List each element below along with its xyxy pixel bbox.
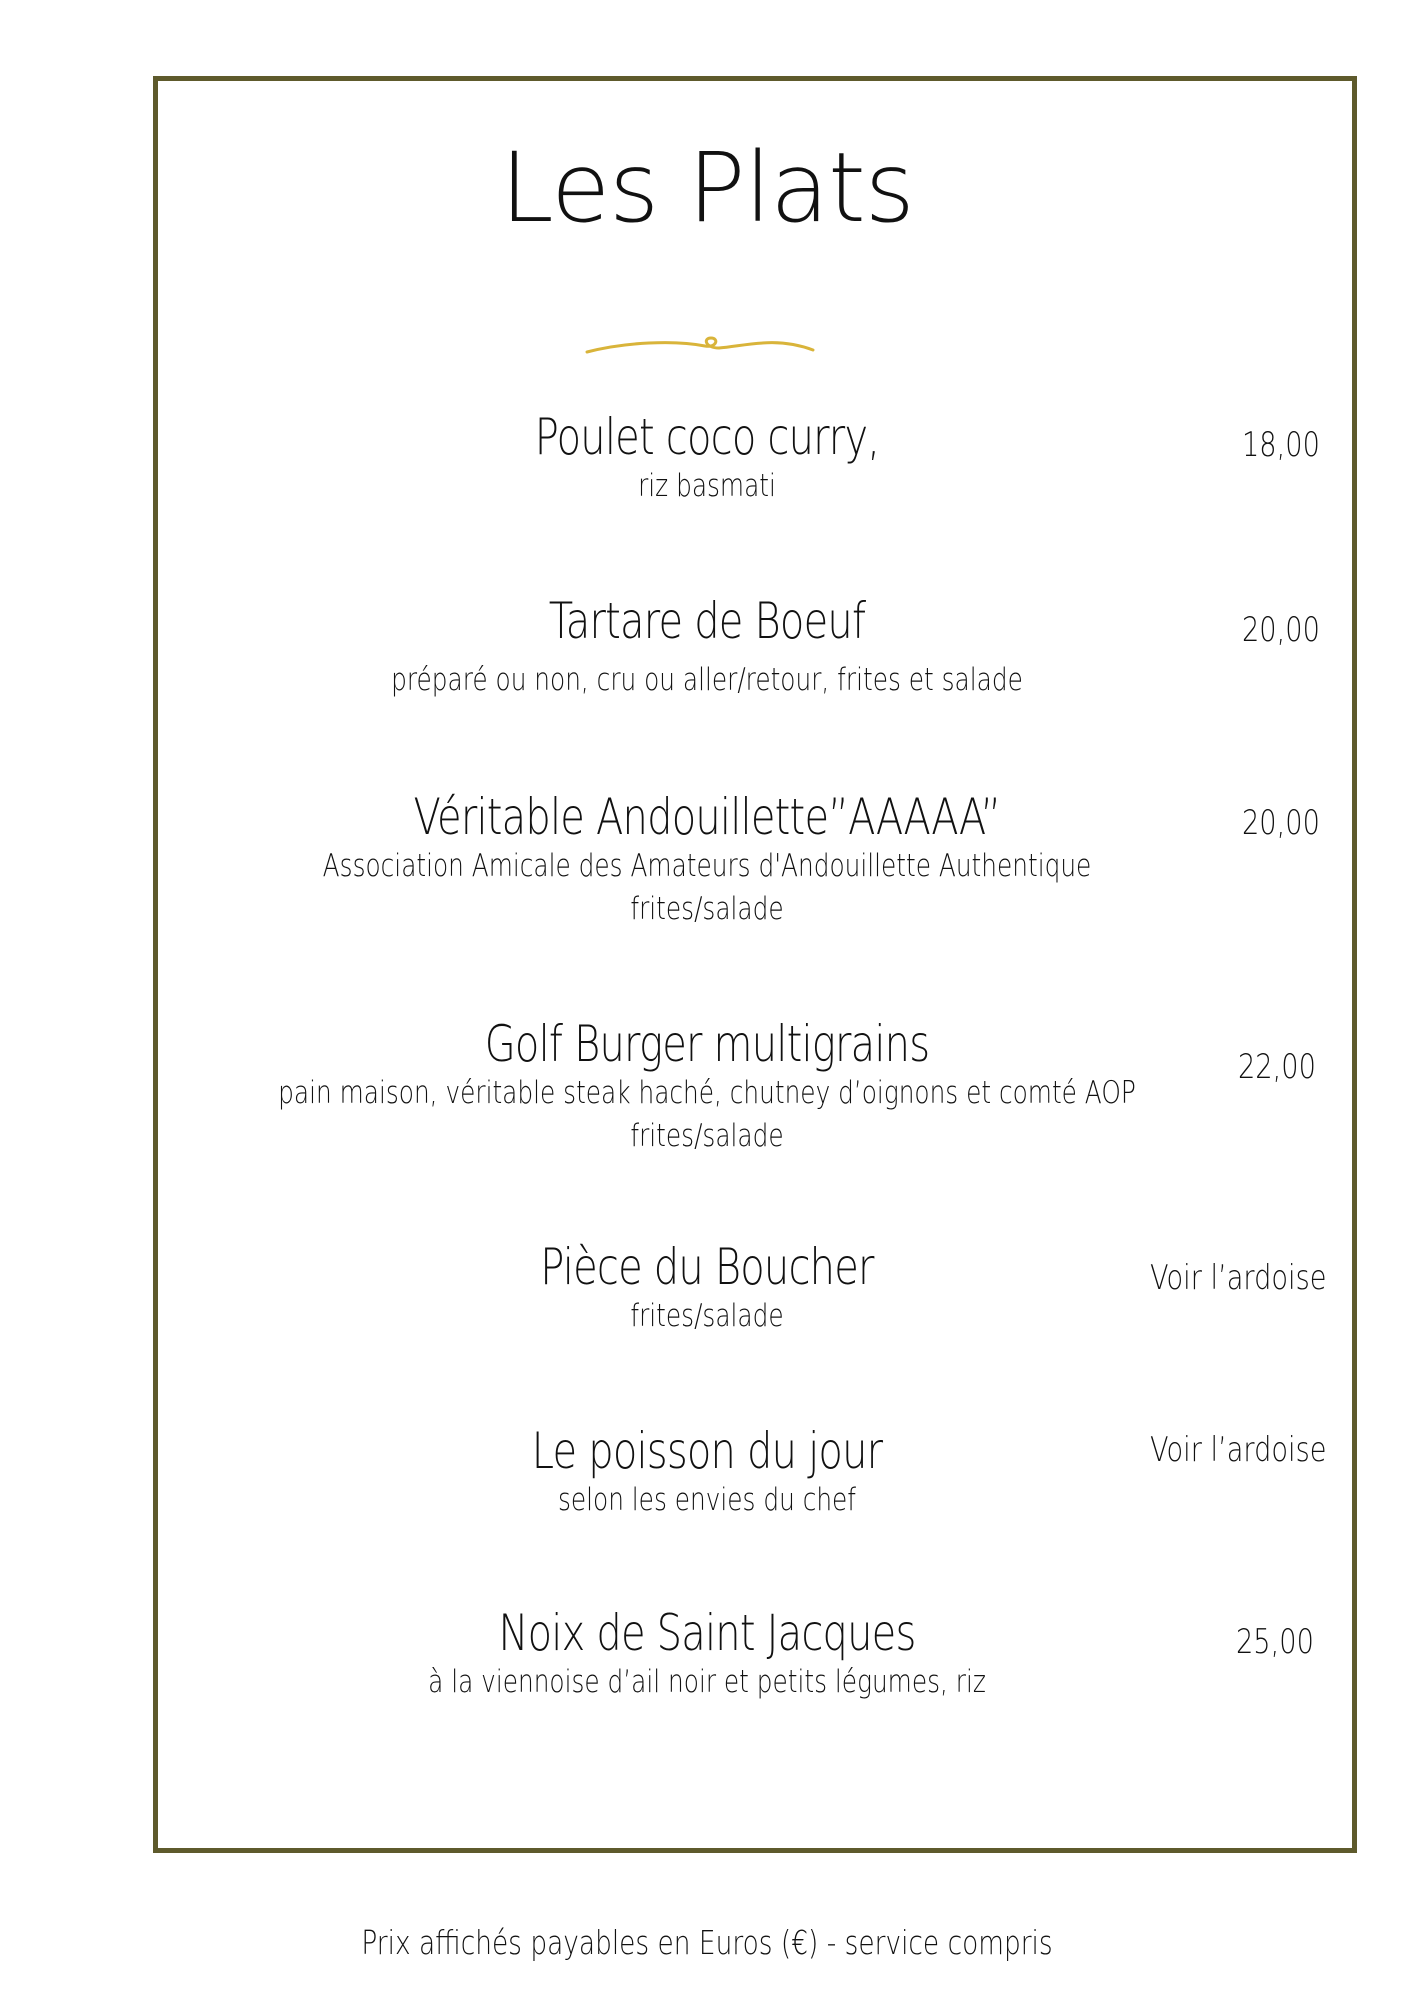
dish-description: préparé ou non, cru ou aller/retour, frites et salade: [391, 662, 1023, 698]
page-title: Les Plats: [500, 132, 914, 244]
dish-price: 25,00: [1236, 1622, 1314, 1662]
dish-price: 18,00: [1242, 425, 1320, 465]
dish-price: 20,00: [1242, 803, 1320, 843]
dish-description: frites/salade: [630, 1298, 784, 1334]
dish-name: Véritable Andouillette”AAAAA”: [413, 788, 1001, 846]
dish-price: Voir l’ardoise: [1150, 1258, 1327, 1298]
menu-item: [0, 1606, 1414, 1704]
dish-price: 20,00: [1242, 610, 1320, 650]
dish-description: frites/salade: [630, 1117, 784, 1154]
menu-item: [0, 790, 1414, 931]
dish-description: pain maison, véritable steak haché, chutney d’oignons et comté AOP: [278, 1075, 1136, 1111]
price-footnote: Prix affichés payables en Euros (€) - service compris: [361, 1923, 1053, 1962]
dish-description: à la viennoise d’ail noir et petits légumes, riz: [428, 1664, 986, 1700]
dish-description: Association Amicale des Amateurs d'Andouillette Authentique: [322, 848, 1092, 884]
dish-name: Pièce du Boucher: [540, 1238, 874, 1296]
dish-description: selon les envies du chef: [557, 1482, 857, 1518]
dish-description: frites/salade: [630, 890, 784, 927]
menu-item: [0, 410, 1414, 508]
dish-name: Poulet coco curry,: [534, 408, 880, 466]
dish-name: Noix de Saint Jacques: [498, 1604, 916, 1662]
menu-item: [0, 594, 1414, 702]
dish-name: Tartare de Boeuf: [548, 592, 866, 650]
dish-price: Voir l’ardoise: [1150, 1430, 1327, 1470]
decorative-swash-icon: [585, 328, 815, 358]
menu-item: [0, 1017, 1414, 1158]
dish-price: 22,00: [1238, 1047, 1316, 1087]
dish-name: Le poisson du jour: [531, 1422, 883, 1480]
dish-description: riz basmati: [638, 468, 776, 504]
dish-name: Golf Burger multigrains: [484, 1015, 930, 1073]
